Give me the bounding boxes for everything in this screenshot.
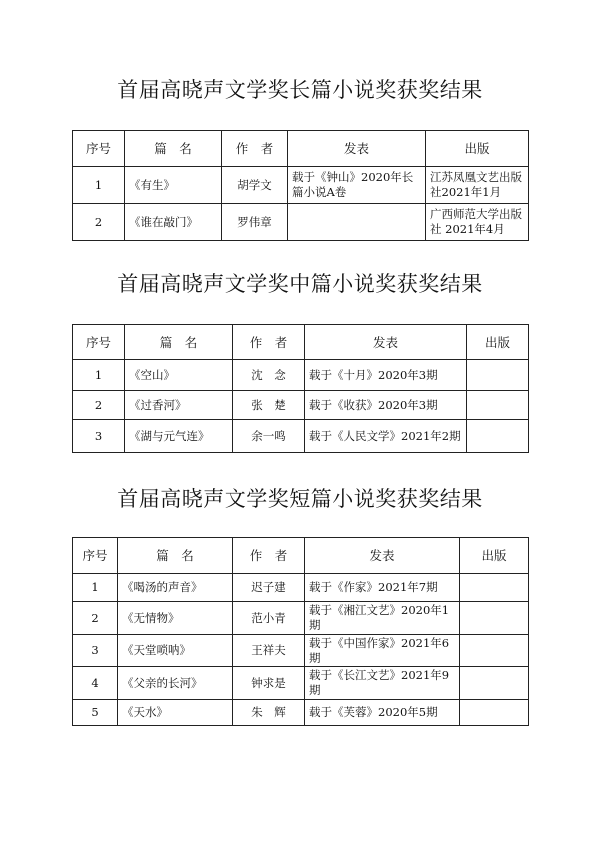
cell-author: 罗伟章 <box>222 204 288 241</box>
cell-published: 载于《钟山》2020年长篇小说A卷 <box>288 167 426 204</box>
header-work: 篇 名 <box>125 325 233 360</box>
cell-publication <box>467 391 529 420</box>
table-row <box>73 420 529 453</box>
header-no: 序号 <box>73 325 125 360</box>
cell-no: 3 <box>73 420 125 453</box>
cell-no: 4 <box>73 667 118 700</box>
cell-publication <box>460 635 529 667</box>
award-table-short-story <box>72 537 529 726</box>
cell-publication <box>460 574 529 602</box>
cell-no: 2 <box>73 602 118 635</box>
section-title-short-story: 首届高晓声文学奖短篇小说奖获奖结果 <box>117 487 483 511</box>
cell-published: 载于《中国作家》2021年6期 <box>305 635 460 667</box>
cell-work: 《天堂唢呐》 <box>118 635 233 667</box>
cell-author: 钟求是 <box>233 667 305 700</box>
table-row <box>73 167 529 204</box>
cell-author: 范小青 <box>233 602 305 635</box>
table-row <box>73 667 529 700</box>
table-header-row <box>73 538 529 574</box>
table-row <box>73 602 529 635</box>
award-table-novella <box>72 324 529 453</box>
header-work: 篇 名 <box>125 131 222 167</box>
header-author: 作 者 <box>233 325 305 360</box>
cell-publication <box>467 420 529 453</box>
header-no: 序号 <box>73 538 118 574</box>
cell-publication <box>460 700 529 726</box>
header-publication: 出版 <box>460 538 529 574</box>
header-publication: 出版 <box>426 131 529 167</box>
cell-work: 《谁在敲门》 <box>125 204 222 241</box>
cell-no: 2 <box>73 204 125 241</box>
header-author: 作 者 <box>222 131 288 167</box>
header-work: 篇 名 <box>118 538 233 574</box>
table-row <box>73 574 529 602</box>
cell-publication <box>460 602 529 635</box>
header-author: 作 者 <box>233 538 305 574</box>
cell-published: 载于《湘江文艺》2020年1期 <box>305 602 460 635</box>
section-title-novella: 首届高晓声文学奖中篇小说奖获奖结果 <box>117 272 483 296</box>
cell-work: 《空山》 <box>125 360 233 391</box>
cell-work: 《父亲的长河》 <box>118 667 233 700</box>
cell-author: 胡学文 <box>222 167 288 204</box>
table-row <box>73 204 529 241</box>
cell-published: 载于《人民文学》2021年2期 <box>305 420 467 453</box>
cell-publication <box>467 360 529 391</box>
cell-author: 朱 辉 <box>233 700 305 726</box>
cell-no: 1 <box>73 574 118 602</box>
cell-work: 《湖与元气连》 <box>125 420 233 453</box>
award-table-long-novel <box>72 130 529 241</box>
cell-author: 迟子建 <box>233 574 305 602</box>
header-publication: 出版 <box>467 325 529 360</box>
header-published: 发表 <box>305 538 460 574</box>
cell-no: 3 <box>73 635 118 667</box>
cell-publication: 江苏凤凰文艺出版社2021年1月 <box>426 167 529 204</box>
cell-author: 沈 念 <box>233 360 305 391</box>
cell-no: 5 <box>73 700 118 726</box>
section-title-long-novel: 首届高晓声文学奖长篇小说奖获奖结果 <box>117 78 483 102</box>
header-published: 发表 <box>288 131 426 167</box>
cell-published: 载于《芙蓉》2020年5期 <box>305 700 460 726</box>
table-header-row <box>73 325 529 360</box>
cell-work: 《天水》 <box>118 700 233 726</box>
table-row <box>73 360 529 391</box>
header-published: 发表 <box>305 325 467 360</box>
cell-published: 载于《作家》2021年7期 <box>305 574 460 602</box>
cell-no: 1 <box>73 360 125 391</box>
table-header-row <box>73 131 529 167</box>
cell-published: 载于《十月》2020年3期 <box>305 360 467 391</box>
table-row <box>73 700 529 726</box>
cell-author: 张 楚 <box>233 391 305 420</box>
cell-author: 余一鸣 <box>233 420 305 453</box>
cell-no: 1 <box>73 167 125 204</box>
cell-work: 《无情物》 <box>118 602 233 635</box>
cell-work: 《喝汤的声音》 <box>118 574 233 602</box>
cell-published <box>288 204 426 241</box>
cell-no: 2 <box>73 391 125 420</box>
cell-work: 《过香河》 <box>125 391 233 420</box>
header-no: 序号 <box>73 131 125 167</box>
cell-published: 载于《收获》2020年3期 <box>305 391 467 420</box>
cell-work: 《有生》 <box>125 167 222 204</box>
table-row <box>73 635 529 667</box>
cell-author: 王祥夫 <box>233 635 305 667</box>
cell-publication <box>460 667 529 700</box>
table-row <box>73 391 529 420</box>
cell-published: 载于《长江文艺》2021年9期 <box>305 667 460 700</box>
cell-publication: 广西师范大学出版社 2021年4月 <box>426 204 529 241</box>
